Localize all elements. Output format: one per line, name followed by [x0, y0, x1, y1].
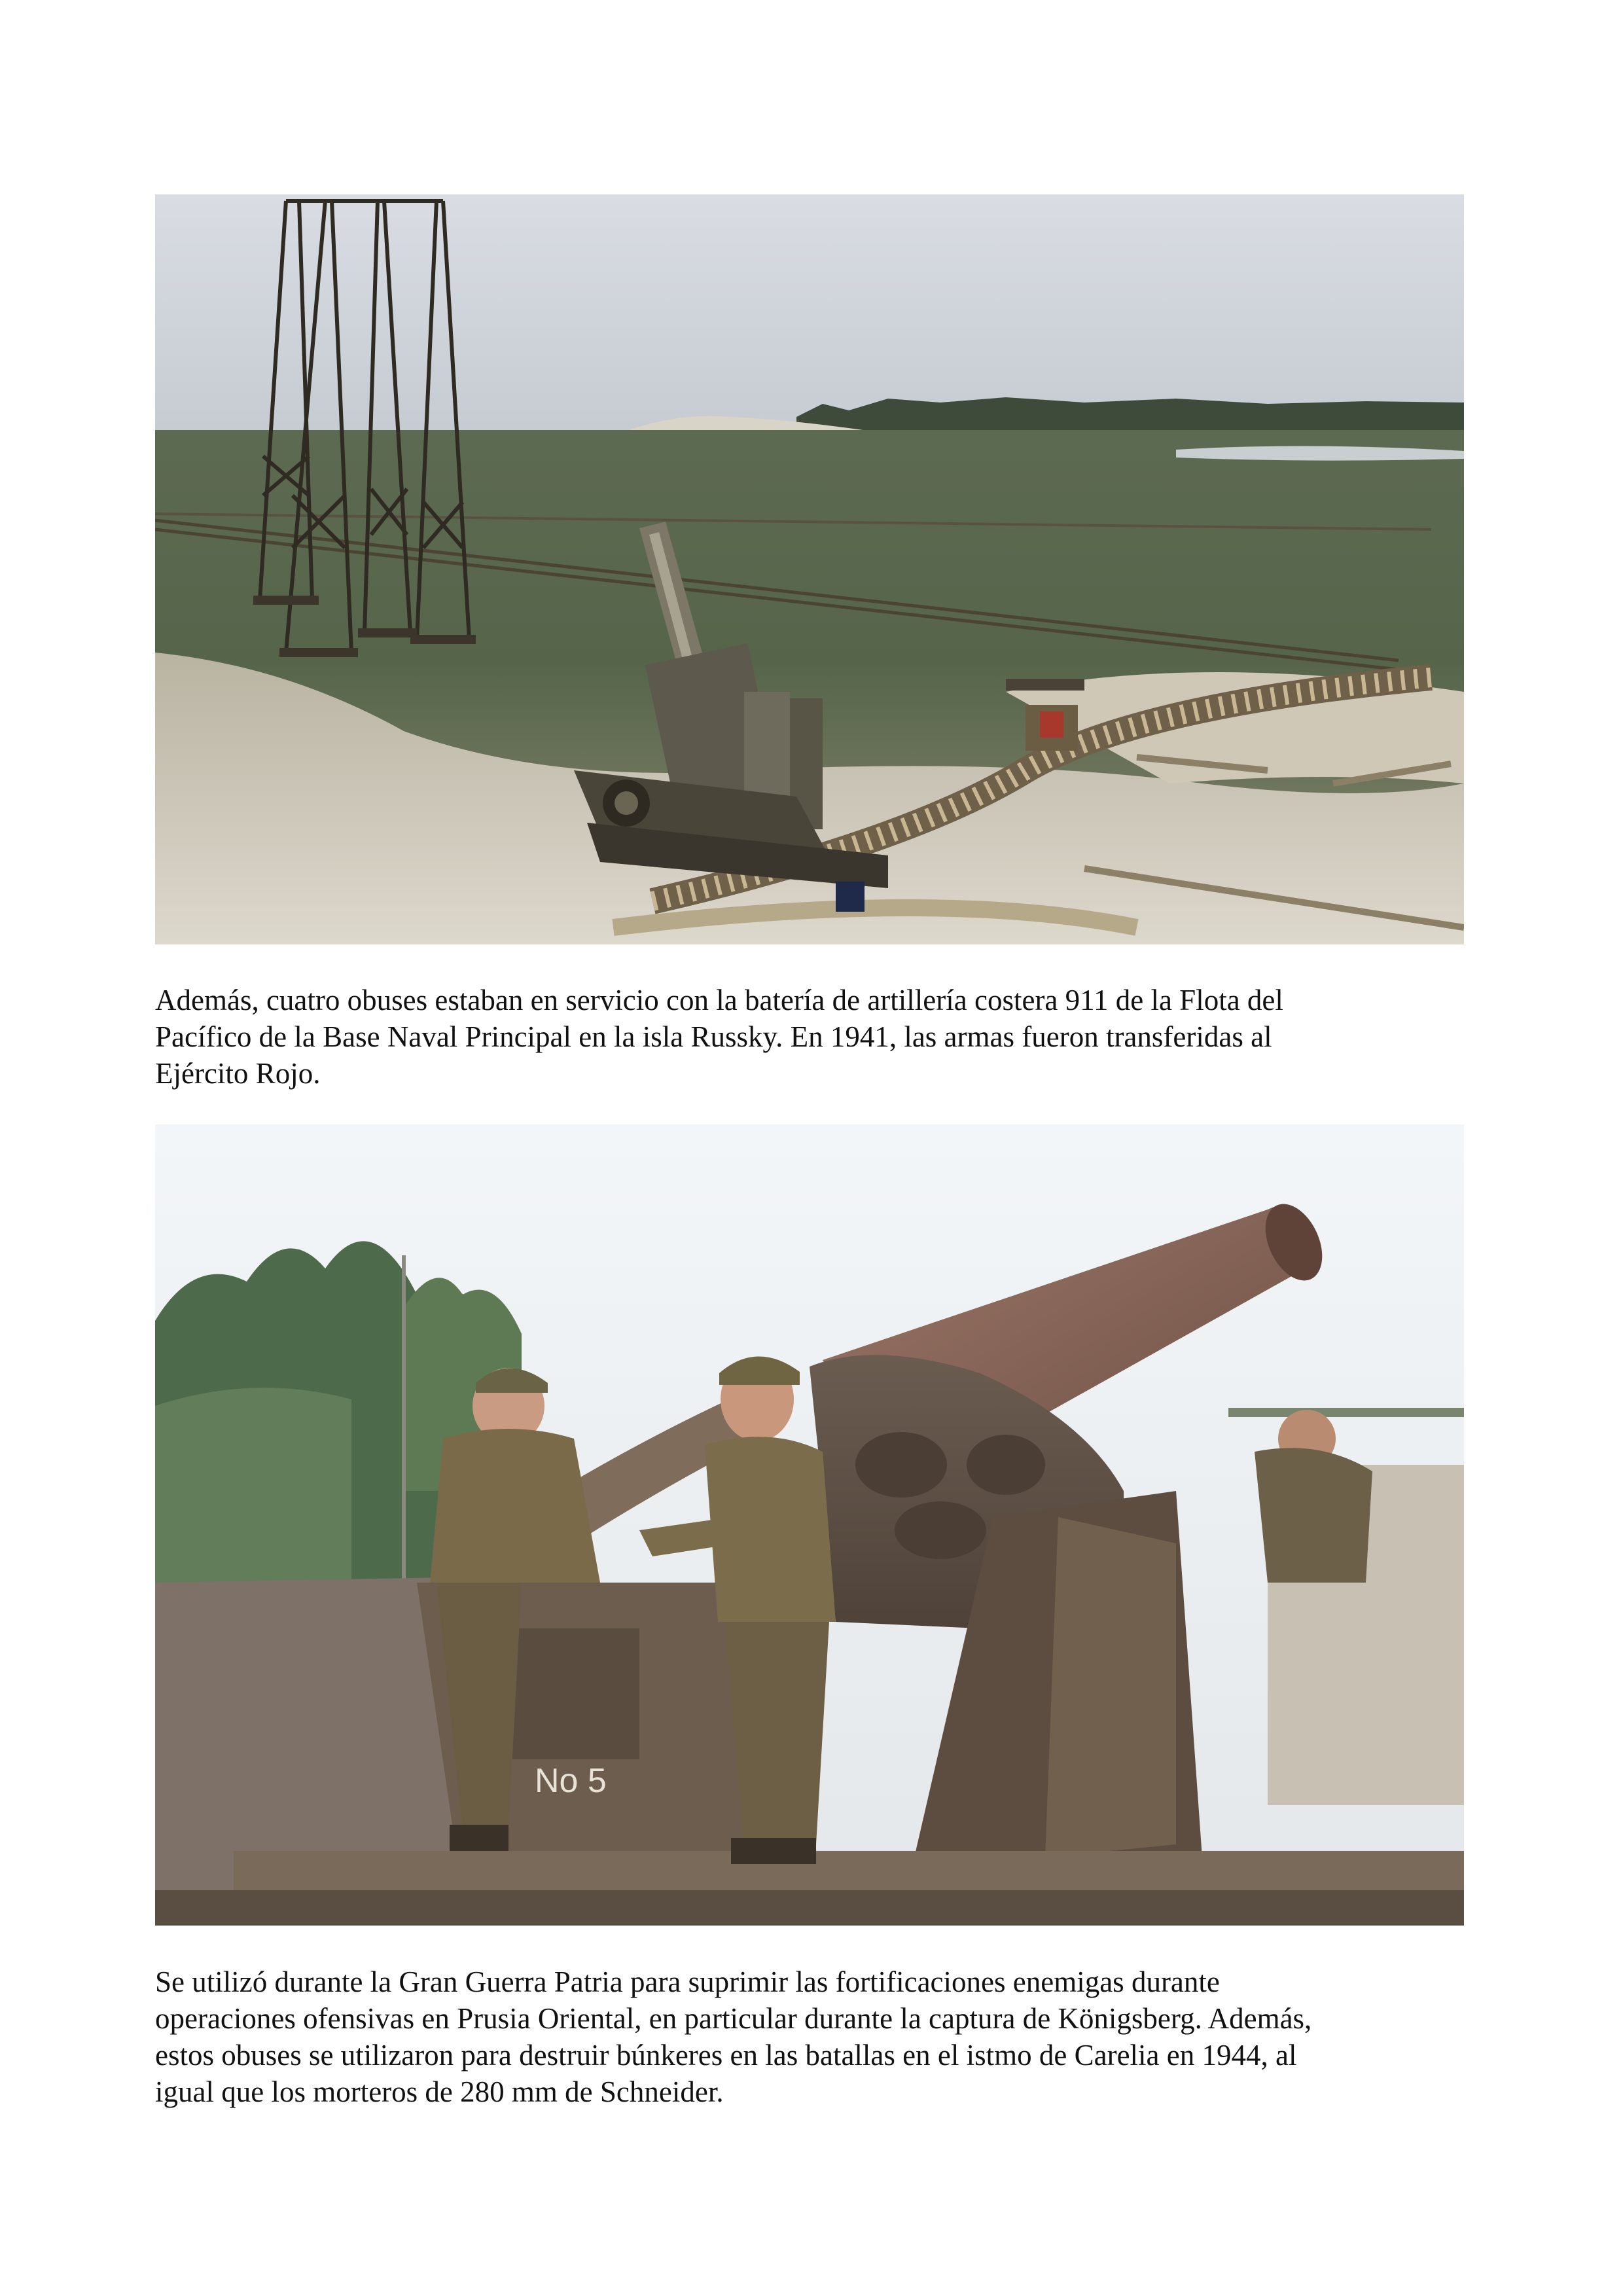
paragraph-line: Ejército Rojo.: [155, 1057, 321, 1090]
paragraph-line: operaciones ofensivas en Prusia Oriental, en particular durante la captura de Königsberg. Además,: [155, 2002, 1312, 2035]
paragraph-line: Pacífico de la Base Naval Principal en la isla Russky. En 1941, las armas fueron transferidas al: [155, 1020, 1272, 1053]
paragraph-line: estos obuses se utilizaron para destruir búnkeres en las batallas en el istmo de Carelia en 1944, al: [155, 2039, 1297, 2072]
paragraph-line: Además, cuatro obuses estaban en servicio con la batería de artillería costera 911 de la Flota del: [155, 984, 1283, 1016]
paragraph-line: igual que los morteros de 280 mm de Schneider.: [155, 2075, 724, 2108]
photo-soldiers-with-howitzer: [155, 1124, 1464, 1926]
paragraph-line: Se utilizó durante la Gran Guerra Patria para suprimir las fortificaciones enemigas durante: [155, 1965, 1220, 1998]
photo-howitzer-on-rails-illustration: [155, 194, 1464, 944]
photo-howitzer-on-rails: [155, 194, 1464, 944]
paragraph-great-patriotic-war: [155, 1964, 1471, 2110]
gun-number-marking: No 5: [535, 1762, 607, 1800]
photo-soldiers-with-howitzer-illustration: [155, 1124, 1464, 1926]
paragraph-coastal-battery: [155, 982, 1471, 1092]
